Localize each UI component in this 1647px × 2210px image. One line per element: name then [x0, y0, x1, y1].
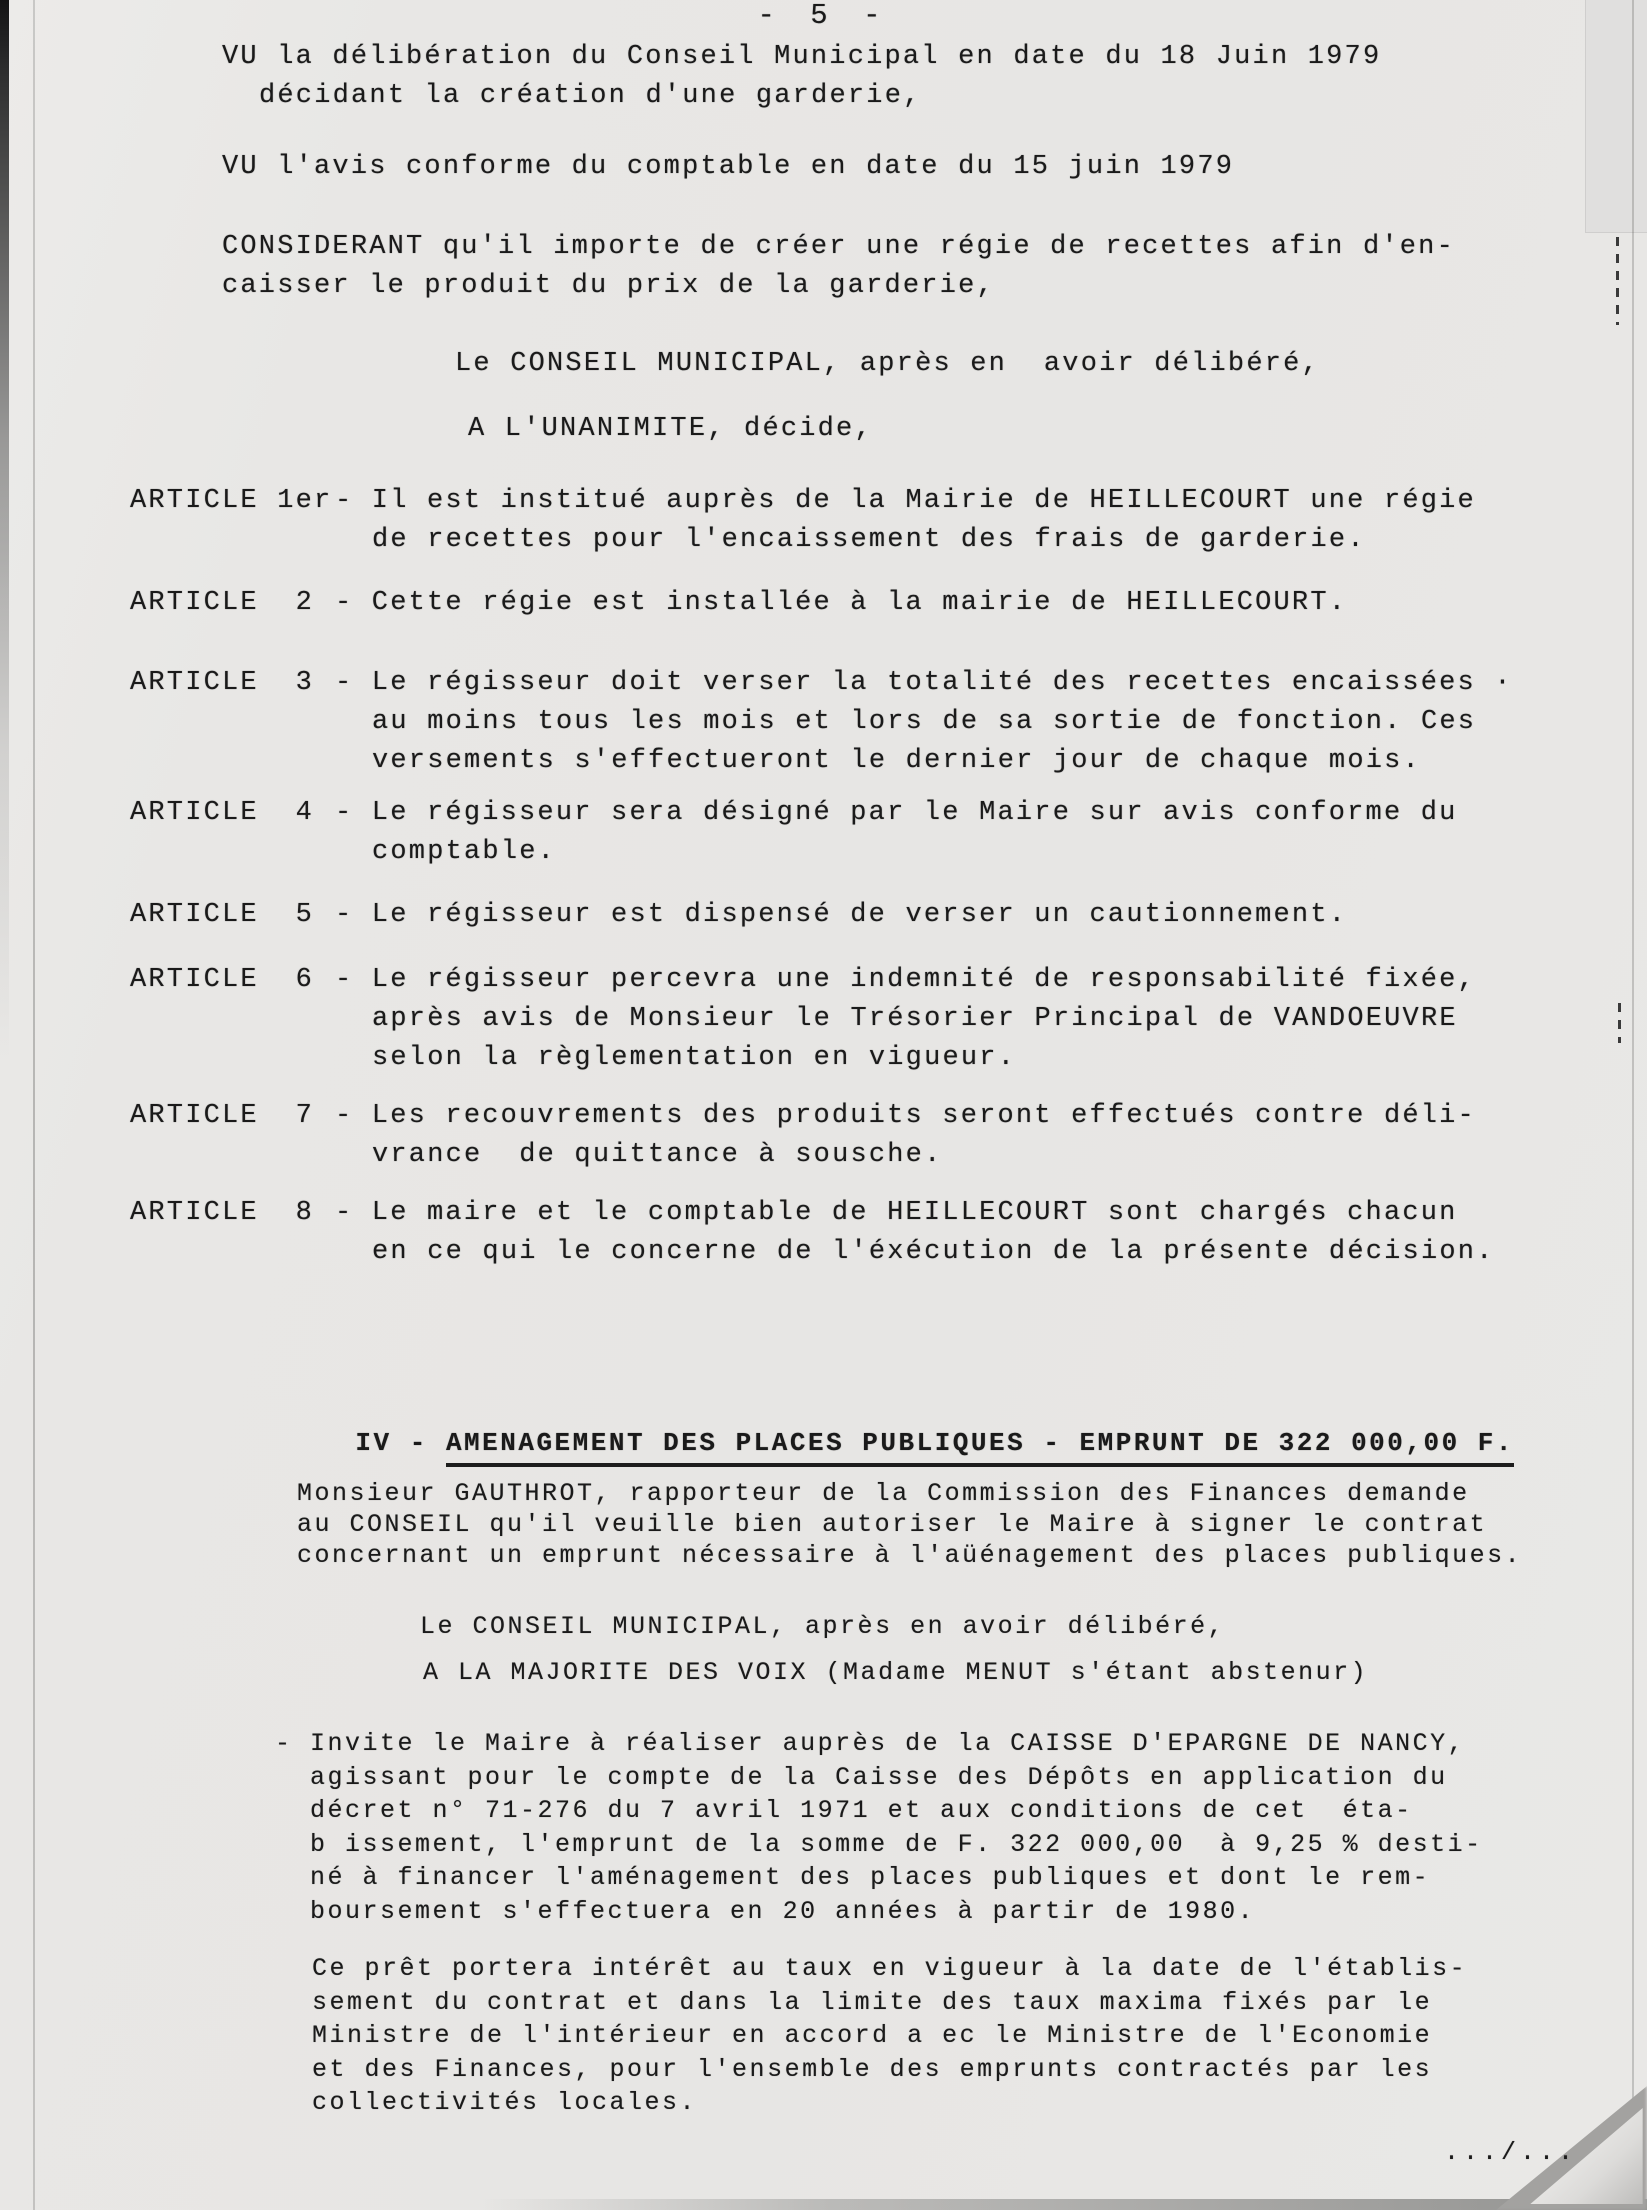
page-number: - 5 -: [757, 0, 890, 32]
article-text: [335, 1097, 1476, 1175]
text-line: concernant un emprunt nécessaire à l'aüénagement des places publiques.: [297, 1541, 1523, 1570]
loan-resolution-paragraph: [275, 1727, 1483, 1928]
article-text: [335, 794, 1458, 872]
text-line: décidant la création d'une garderie,: [259, 81, 922, 111]
loan-terms-paragraph: [312, 1952, 1467, 2120]
article-text: [335, 584, 1347, 623]
text-line: - Le régisseur doit verser la totalité des recettes encaissées ·: [335, 668, 1513, 698]
text-line: au CONSEIL qu'il veuille bien autoriser le Maire à signer le contrat: [297, 1510, 1488, 1539]
scan-bottom-edge: [480, 2199, 1647, 2210]
text-line: au moins tous les mois et lors de sa sortie de fonction. Ces: [372, 707, 1477, 737]
text-line: né à financer l'aménagement des places publiques et dont le rem-: [310, 1863, 1431, 1892]
text-line: VU la délibération du Conseil Municipal en date du 18 Juin 1979: [222, 42, 1382, 72]
article-label: ARTICLE 1er: [130, 486, 333, 516]
text-line: - Les recouvrements des produits seront effectués contre déli-: [335, 1101, 1476, 1131]
article-text: [335, 1194, 1495, 1272]
text-line: Monsieur GAUTHROT, rapporteur de la Commission des Finances demande: [297, 1479, 1470, 1508]
text-line: - Cette régie est installée à la mairie de HEILLECOURT.: [335, 588, 1348, 618]
article-text: [335, 482, 1476, 560]
text-line: versements s'effectueront le dernier jour de chaque mois.: [372, 746, 1421, 776]
text-line: vrance de quittance à sousche.: [372, 1140, 943, 1170]
majority-vote-line: A LA MAJORITE DES VOIX (Madame MENUT s'étant abstenur): [423, 1658, 1369, 1687]
text-line: décret n° 71-276 du 7 avril 1971 et aux conditions de cet éta-: [310, 1796, 1413, 1825]
council-deliberation-line-2: Le CONSEIL MUNICIPAL, après en avoir délibéré,: [420, 1612, 1226, 1641]
text-line: boursement s'effectuera en 20 années à partir de 1980.: [310, 1896, 1256, 1926]
article-row-7: [130, 1097, 1476, 1175]
paper-fold-line: [33, 0, 35, 2210]
vu-clause-1: [222, 38, 1381, 116]
scan-left-edge-shadow: [0, 0, 9, 1250]
text-line: comptable.: [372, 837, 557, 867]
article-row-3: [130, 664, 1513, 781]
text-line: CONSIDERANT qu'il importe de créer une régie de recettes afin d'en-: [222, 232, 1455, 262]
margin-pen-mark: [1618, 1003, 1621, 1043]
article-label: ARTICLE 4: [130, 798, 315, 828]
article-row-2: [130, 584, 1347, 623]
text-line: VU l'avis conforme du comptable en date du 15 juin 1979: [222, 152, 1235, 182]
article-text: [335, 664, 1513, 781]
text-line: - Le maire et le comptable de HEILLECOURT sont chargés chacun: [335, 1198, 1458, 1228]
text-line: - Il est institué auprès de la Mairie de HEILLECOURT une régie: [335, 486, 1476, 516]
article-row-8: [130, 1194, 1495, 1272]
article-row-1: [130, 482, 1476, 560]
text-line: Ministre de l'intérieur en accord a ec le Ministre de l'Economie: [312, 2021, 1433, 2050]
section-iv-heading: [283, 1398, 1514, 1488]
article-row-6: [130, 961, 1476, 1078]
vu-clause-2: [222, 148, 1234, 187]
text-line: de recettes pour l'encaissement des frais de garderie.: [372, 525, 1366, 555]
text-line: - Invite le Maire à réaliser auprès de la CAISSE D'EPARGNE DE NANCY,: [275, 1729, 1466, 1758]
text-line: Ce prêt portera intérêt au taux en vigueur à la date de l'établis-: [312, 1954, 1468, 1983]
text-line: collectivités locales.: [312, 2088, 698, 2117]
section-iv-numeral: IV -: [355, 1428, 446, 1458]
council-deliberation-line: Le CONSEIL MUNICIPAL, après en avoir délibéré,: [455, 349, 1320, 379]
text-line: - Le régisseur percevra une indemnité de responsabilité fixée,: [335, 965, 1476, 995]
article-label: ARTICLE 6: [130, 965, 315, 995]
section-iv-title: AMENAGEMENT DES PLACES PUBLIQUES - EMPRUNT DE 322 000,00 F.: [446, 1428, 1514, 1467]
paper-right-edge: [1632, 0, 1634, 2210]
text-line: b issement, l'emprunt de la somme de F. 322 000,00 à 9,25 % desti-: [310, 1829, 1483, 1859]
section-iv-intro: [297, 1478, 1522, 1571]
text-line: selon la règlementation en vigueur.: [372, 1043, 1017, 1073]
text-line: après avis de Monsieur le Trésorier Principal de VANDOEUVRE: [372, 1004, 1458, 1034]
article-text: [335, 961, 1476, 1078]
article-label: ARTICLE 2: [130, 588, 315, 618]
text-line: sement du contrat et dans la limite des taux maxima fixés par le: [312, 1987, 1433, 2017]
text-line: caisser le produit du prix de la garderie,: [222, 271, 995, 301]
unanimity-decision-line: A L'UNANIMITE, décide,: [468, 414, 873, 444]
text-line: agissant pour le compte de la Caisse des Dépôts en application du: [310, 1762, 1448, 1792]
text-line: en ce qui le concerne de l'éxécution de la présente décision.: [372, 1237, 1495, 1267]
continuation-mark: .../...: [1444, 2138, 1578, 2167]
article-label: ARTICLE 7: [130, 1101, 315, 1131]
article-label: ARTICLE 8: [130, 1198, 315, 1228]
article-label: ARTICLE 5: [130, 900, 315, 930]
text-line: - Le régisseur sera désigné par le Maire sur avis conforme du: [335, 798, 1458, 828]
article-row-5: [130, 896, 1347, 935]
article-text: [335, 896, 1347, 935]
text-line: - Le régisseur est dispensé de verser un cautionnement.: [335, 900, 1348, 930]
article-label: ARTICLE 3: [130, 668, 315, 698]
considerant-clause: [222, 228, 1455, 306]
article-row-4: [130, 794, 1458, 872]
text-line: et des Finances, pour l'ensemble des emprunts contractés par les: [312, 2054, 1433, 2084]
margin-pen-mark: [1616, 237, 1619, 325]
